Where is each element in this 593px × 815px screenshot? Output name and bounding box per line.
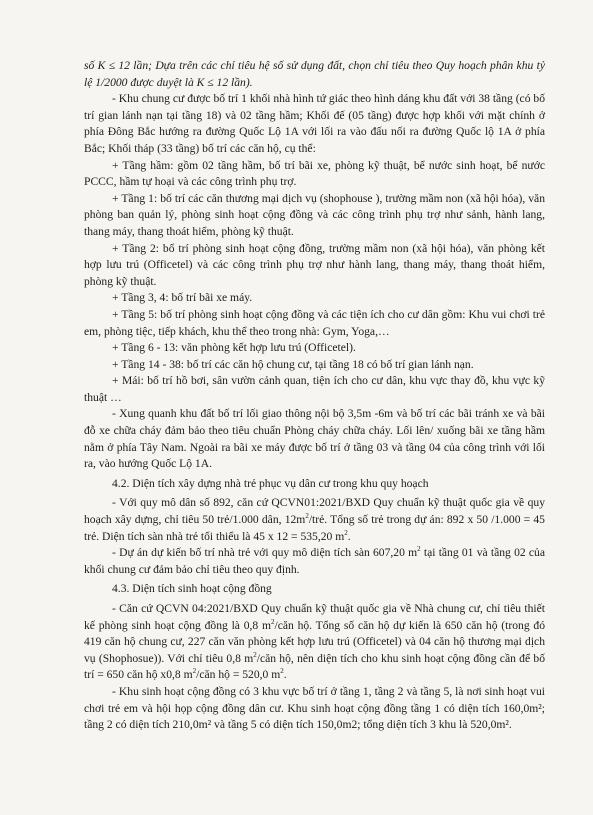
paragraph-community-areas: - Khu sinh hoạt cộng đồng có 3 khu vực bố trí ở tầng 1, tầng 2 và tầng 5, là nơi sinh hoạt vui chơi trẻ em và hội họp cộng đồng dân cư. Khu sinh hoạt cộng đồng tầng 1 có diện tích 160,0m²; tầng 2 có diện tích 210,0m² và tầng 5 có diện tích 150,0m2; tổng diện tích 3 khu là 520,0m². bbox=[84, 684, 545, 732]
text-segment: /căn hộ. Tổng số căn hộ dự kiến là 650 căn hộ (trong đó 419 căn hộ chung cư, 227 căn văn phòng kết hợp lưu trú (Officetel) và 04 căn hộ thương mại dịch vụ (Shophosue)). Với chỉ tiêu 0,8 m bbox=[84, 618, 545, 665]
text-segment: - Căn cứ QCVN 04:2021/BXD Quy chuẩn kỹ thuật quốc gia về Nhà chung cư, chỉ tiêu thiết kế phòng sinh hoạt cộng đồng là 0,8 m bbox=[84, 602, 545, 632]
text-segment: /trẻ. Tổng số trẻ trong dự án: 892 x 50 /1.000 = 45 trẻ. Diện tích sàn nhà trẻ tối thiểu là 45 x 12 = 535,20 m bbox=[84, 513, 545, 543]
superscript: 2 bbox=[280, 667, 284, 676]
paragraph-traffic: - Xung quanh khu đất bố trí lối giao thông nội bộ 3,5m -6m và bố trí các bãi tránh xe và bãi đỗ xe chữa cháy đảm bảo theo tiêu chuẩn Phòng cháy chữa cháy. Lối lên/ xuống bãi xe tầng hầm nằm ở phía Tây Nam. Ngoài ra bãi xe máy được bố trí ở tầng 03 và tầng 04 của công trình với lối ra, vào hướng Quốc Lộ 1A. bbox=[84, 407, 545, 471]
superscript: 2 bbox=[305, 512, 309, 521]
item-basement: + Tầng hầm: gồm 02 tầng hầm, bố trí bãi xe, phòng kỹ thuật, bể nước sinh hoạt, bể nước PCCC, hầm tự hoại và các công trình phụ trợ. bbox=[84, 158, 545, 189]
item-floor-5: + Tầng 5: bố trí phòng sinh hoạt cộng đồng và các tiện ích cho cư dân gồm: Khu vui chơi trẻ em, phòng tiệc, tiếp khách, khu thể theo trong nhà: Gym, Yoga,… bbox=[84, 307, 545, 338]
superscript: 2 bbox=[271, 617, 275, 626]
text-segment: /căn hộ = 520,0 m bbox=[196, 668, 281, 682]
text-segment: . bbox=[283, 668, 287, 682]
superscript: 2 bbox=[344, 528, 348, 537]
superscript: 2 bbox=[417, 545, 421, 554]
paragraph-kindergarten-plan bbox=[84, 545, 545, 578]
item-roof: + Mái: bố trí hồ bơi, sân vườn cảnh quan, tiện ích cho cư dân, khu vực thay đồ, khu vực kỹ thuật … bbox=[84, 374, 545, 404]
paragraph-kindergarten-scale bbox=[84, 495, 545, 545]
superscript: 2 bbox=[192, 667, 197, 676]
text-segment: - Với quy mô dân số 892, căn cứ QCVN01:2021/BXD Quy chuẩn kỹ thuật quốc gia về quy hoạch xây dựng, chỉ tiêu 50 trẻ/1.000 dân, 12m bbox=[84, 496, 545, 527]
section-heading-4-3: 4.3. Diện tích sinh hoạt cộng đồng bbox=[112, 582, 272, 596]
text-segment: - Dự án dự kiến bố trí nhà trẻ với quy mô diện tích sàn 607,20 m bbox=[112, 546, 418, 560]
paragraph-continuation: số K ≤ 12 lần; Dựa trên các chỉ tiêu hệ số sử dụng đất, chọn chỉ tiêu theo Quy hoạch phân khu tỷ lệ 1/2000 được duyệt là K ≤ 12 lần). bbox=[84, 59, 545, 89]
text-segment: . bbox=[347, 529, 351, 543]
paragraph-apartment-block: - Khu chung cư được bố trí 1 khối nhà hình tứ giác theo hình dáng khu đất với 38 tầng (có bố trí gian lánh nạn tại tầng 18) và 02 tầng hầm; Khối đế (05 tầng) được hợp khối với mặt chính ở phía Đông Bắc hướng ra đường Quốc Lộ 1A với lối ra vào đấu nối ra đường Quốc lộ 1A ở phía Bắc; Khối tháp (33 tầng) bố trí các căn hộ, cụ thể: bbox=[84, 92, 545, 155]
superscript: 2 bbox=[253, 650, 257, 659]
item-floor-2: + Tầng 2: bố trí phòng sinh hoạt cộng đồng, trường mầm non (xã hội hóa), văn phòng kết hợp lưu trú (Officetel) và các công trình phụ trợ như hành lang, thang máy, thang thoát hiểm, phòng kỹ thuật. bbox=[84, 241, 545, 288]
item-floor-14-38: + Tầng 14 - 38: bố trí các căn hộ chung cư, tại tầng 18 có bố trí gian lánh nạn. bbox=[112, 357, 474, 371]
section-heading-4-2: 4.2. Diện tích xây dựng nhà trẻ phục vụ dân cư trong khu quy hoạch bbox=[112, 476, 429, 490]
paragraph-community-standard bbox=[84, 601, 545, 684]
item-floor-3-4: + Tầng 3, 4: bố trí bãi xe máy. bbox=[112, 291, 253, 305]
text-segment: tại tầng 01 và tầng 02 của khối chung cư đảm bảo chỉ tiêu theo quy định. bbox=[84, 546, 545, 576]
item-floor-6-13: + Tầng 6 - 13: văn phòng kết hợp lưu trú (Officetel). bbox=[112, 341, 356, 355]
text-segment: /căn hộ, nên diện tích cho khu sinh hoạt cộng đồng cần để bố trí = 650 căn hộ x0,8 m bbox=[84, 651, 545, 682]
item-floor-1: + Tầng 1: bố trí các căn thương mại dịch vụ (shophouse ), trường mầm non (xã hội hóa), văn phòng ban quản lý, phòng sinh hoạt cộng đồng và các công trình phụ trợ như sảnh, hành lang, thang máy, thang thoát hiểm, phòng kỹ thuật. bbox=[84, 191, 545, 238]
